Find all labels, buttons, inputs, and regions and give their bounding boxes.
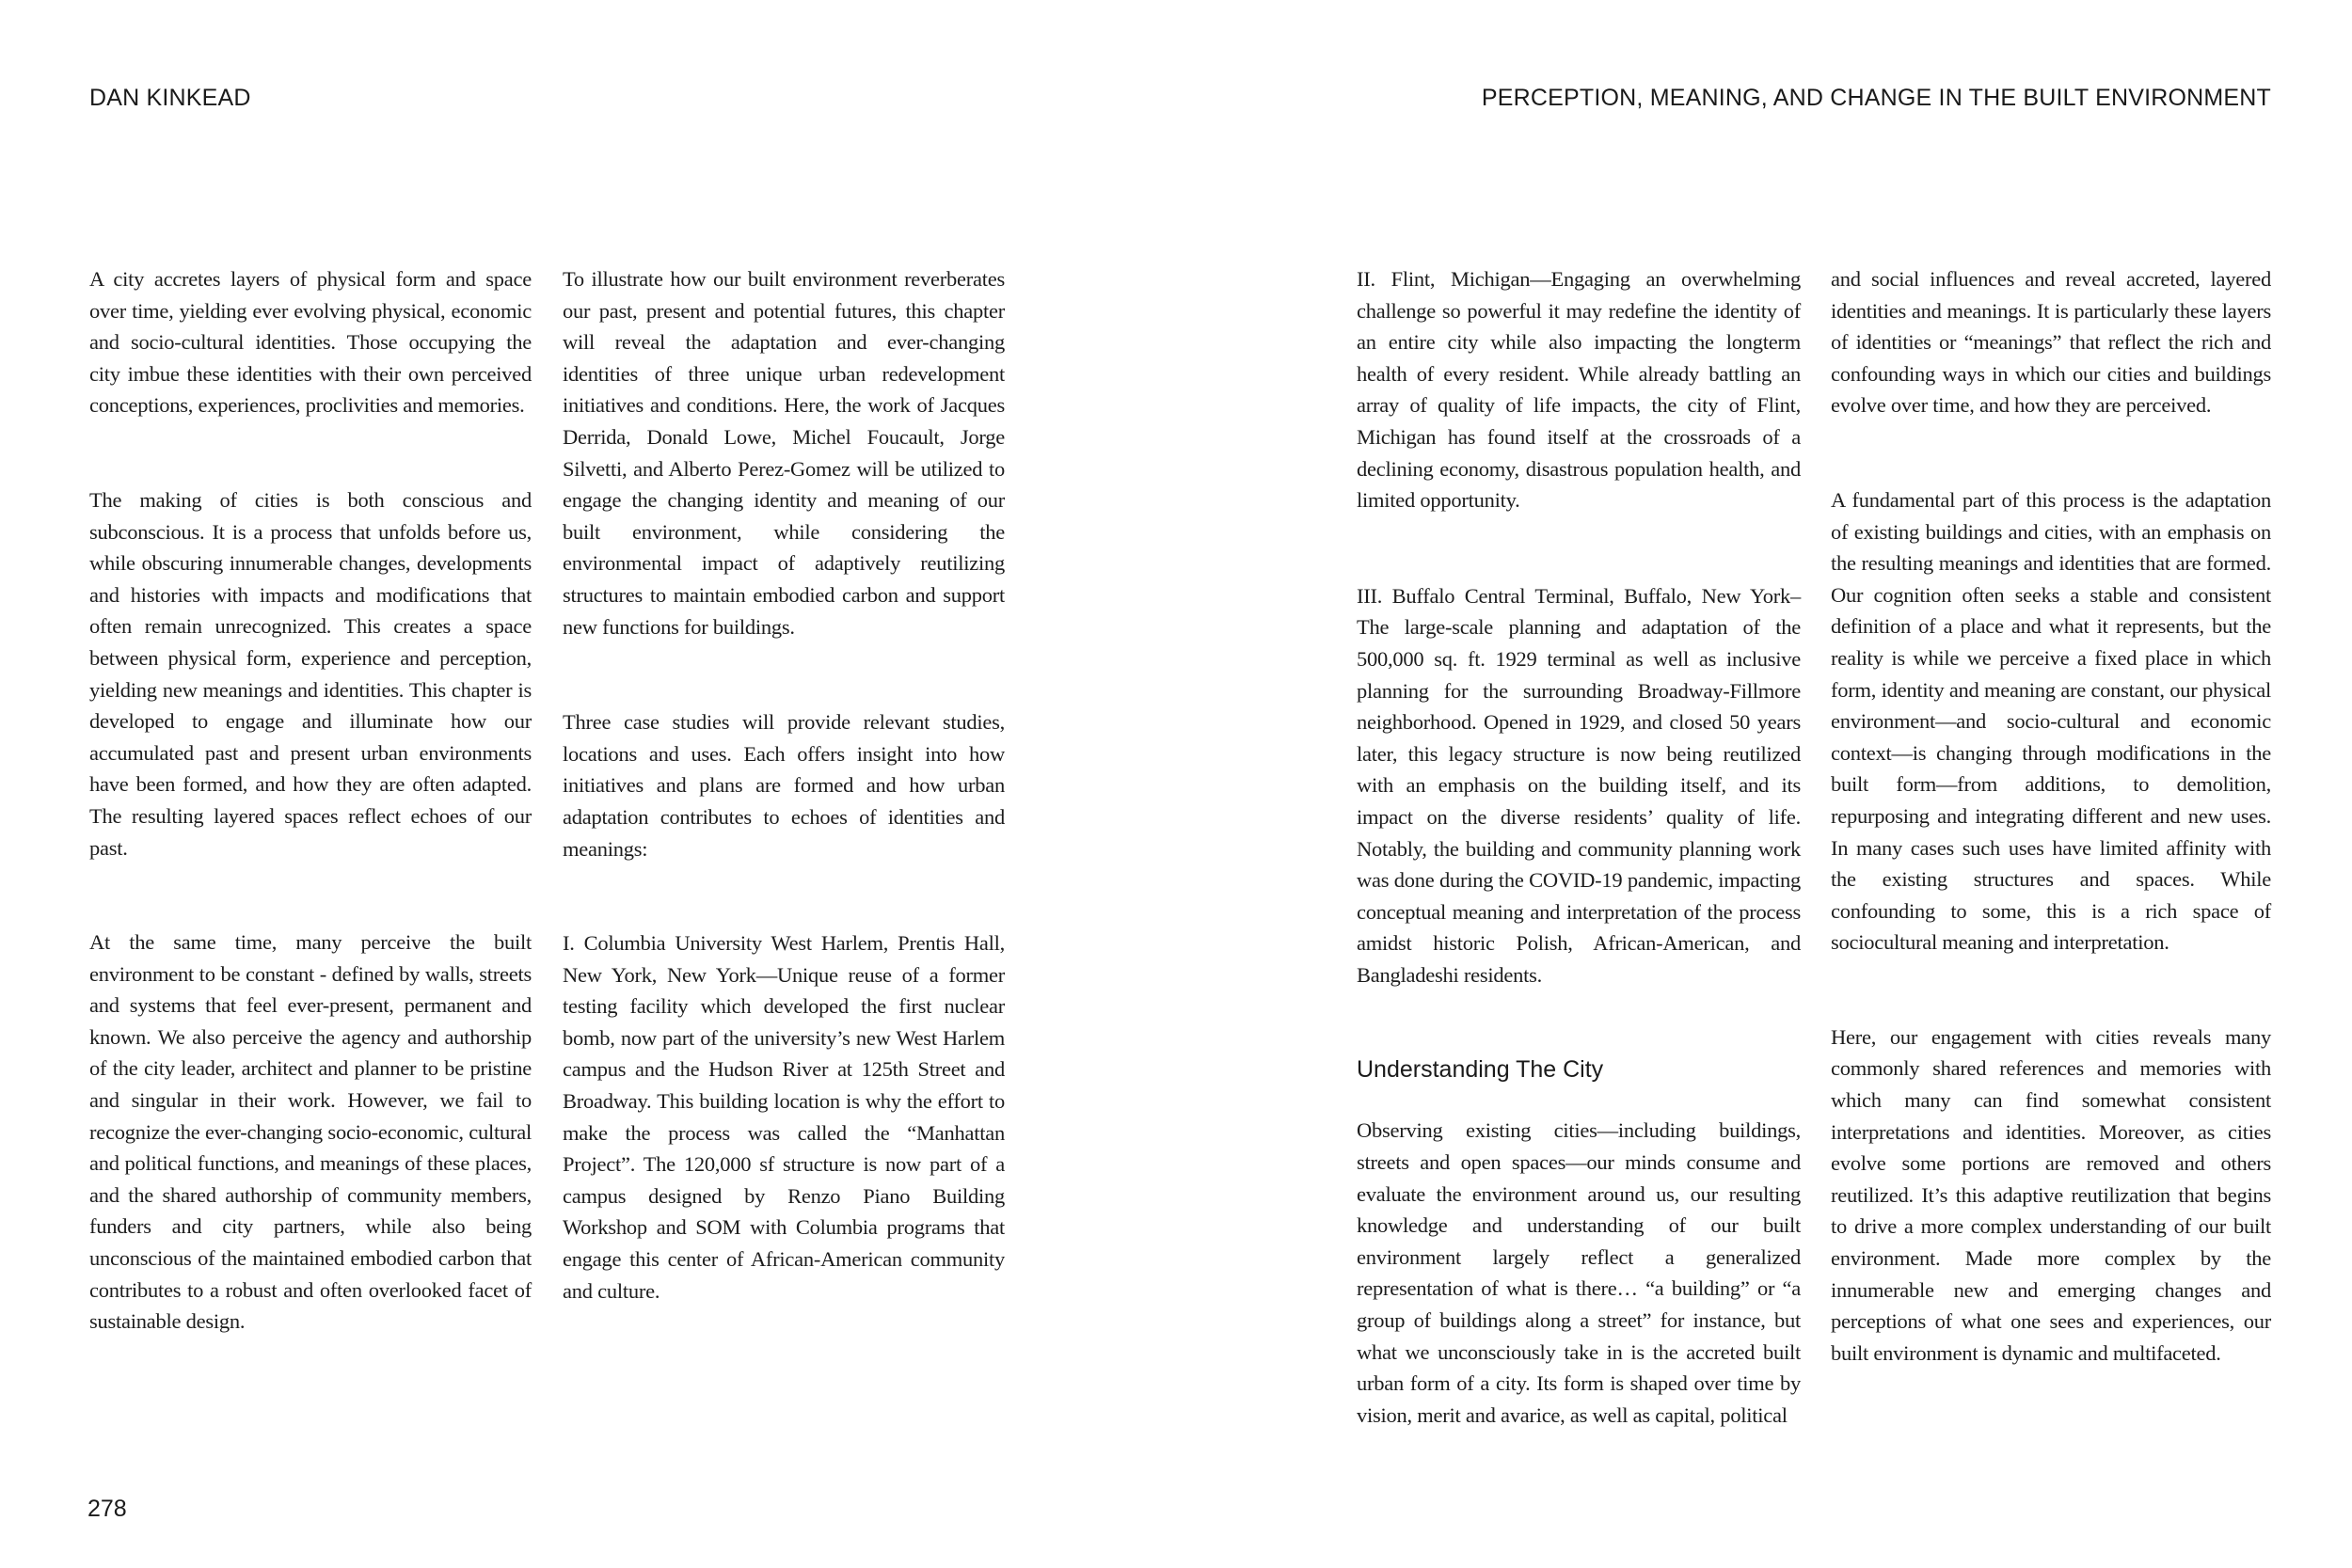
paragraph: To illustrate how our built environment reverberates our past, present and potential futures, this chapter will reveal the adaptation and ever-changing identities of three unique urban redevelopment initiatives and conditions. Here, the work of Jacques Derrida, Donald Lowe, Michel Foucault, Jorge Silvetti, and Alberto Perez-Gomez will be utilized to engage the changing identity and meaning of our built environment, while considering the environmental impact of adaptively reutilizing structures to maintain embodied carbon and support new functions for buildings. [563,267,1005,639]
case-study-paragraph: II. Flint, Michigan—Engaging an overwhelming challenge so powerful it may redefine the identity of an entire city while also impacting the longterm health of every resident. While already battling an array of quality of life impacts, the city of Flint, Michigan has found itself at the crossroads of a declining economy, disastrous population health, and limited opportunity. [1357,267,1801,513]
case-study-paragraph: I. Columbia University West Harlem, Prentis Hall, New York, New York—Unique reuse of a former testing facility which developed the first nuclear bomb, now part of the university’s new West Harlem campus and the Hudson River at 125th Street and Broadway. This building location is why the effort to make the process was called the “Manhattan Project”. The 120,000 sf structure is now part of a campus designed by Renzo Piano Building Workshop and SOM with Columbia programs that engage this center of African-American community and culture. [563,931,1005,1303]
paragraph: Here, our engagement with cities reveals many commonly shared references and memories with which many can find somewhat consistent interpretations and identities. Moreover, as cities evolve some portions are removed and others reutilized. It’s this adaptive reutilization that begins to drive a more complex understanding of our built environment. Made more complex by the innumerable new and emerging changes and perceptions of what one sees and experiences, our built environment is dynamic and multifaceted. [1831,1024,2271,1365]
paragraph: Three case studies will provide relevant studies, locations and uses. Each offers insight into how initiatives and plans are formed and how urban adaptation contributes to echoes of identities and meanings: [563,710,1005,861]
case-study-paragraph: III. Buffalo Central Terminal, Buffalo, New York–The large-scale planning and adaptation of the 500,000 sq. ft. 1929 terminal as well as inclusive planning for the surrounding Broadway-Fillmore neighborhood. Opened in 1929, and closed 50 years later, this legacy structure is now being reutilized with an emphasis on the building itself, and its impact on the diverse residents’ quality of life. Notably, the building and community planning work was done during the COVID-19 pandemic, impacting conceptual meaning and interpretation of the process amidst historic Polish, African-American, and Bangladeshi residents. [1357,583,1801,987]
paragraph: A fundamental part of this process is the adaptation of existing buildings and cities, with an emphasis on the resulting meanings and identities that are formed. Our cognition often seeks a stable and consistent definition of a place and what it represents, but the reality is while we perceive a fixed place in which form, identity and meaning are constant, our physical environment—and socio-cultural and economic context—is changing through modifications in the built form—from additions, to demolition, repurposing and integrating different and new uses. In many cases such uses have limited affinity with the existing structures and spaces. While confounding to some, this is a rich space of sociocultural meaning and interpretation. [1831,487,2271,955]
running-head-title: PERCEPTION, MEANING, AND CHANGE IN THE BUILT ENVIRONMENT [1481,85,2271,111]
running-head-author: DAN KINKEAD [89,85,251,111]
right-page-column-2 [1831,263,2271,1369]
left-page-column-2 [563,263,1005,1307]
paragraph: Observing existing cities—including buildings, streets and open spaces—our minds consume and evaluate the environment around us, our resulting knowledge and understanding of our built environment largely reflect a generalized representation of what is there… “a building” or “a group of buildings along a street” for instance, but what we unconsciously take in is the accreted built urban form of a city. Its form is shaped over time by vision, merit and avarice, as well as capital, political [1357,1118,1801,1427]
left-page-column-1 [89,263,532,1338]
section-heading: Understanding The City [1357,1056,1604,1084]
paragraph: At the same time, many perceive the built environment to be constant - defined by walls, streets and systems that feel ever-present, permanent and known. We also perceive the agency and authorship of the city leader, architect and planner to be pristine and singular in their work. However, we fail to recognize the ever-changing socio-economic, cultural and political functions, and meanings of these places, and the shared authorship of community members, funders and city partners, while also being unconscious of the maintained embodied carbon that contributes to a robust and often overlooked facet of sustainable design. [89,930,532,1334]
paragraph: A city accretes layers of physical form and space over time, yielding ever evolving physical, economic and socio-cultural identities. Those occupying the city imbue these identities with their own perceived conceptions, experiences, proclivities and memories. [89,267,532,418]
paragraph: The making of cities is both conscious and subconscious. It is a process that unfolds before us, while obscuring innumerable changes, developments and histories with impacts and modifications that often remain unrecognized. This creates a space between physical form, experience and perception, yielding new meanings and identities. This chapter is developed to engage and illuminate how our accumulated past and present urban environments have been formed, and how they are often adapted. The resulting layered spaces reflect echoes of our past. [89,487,532,860]
page-number: 278 [87,1496,127,1522]
right-page-column-1 [1357,263,1801,1431]
paragraph: and social influences and reveal accreted, layered identities and meanings. It is particularly these layers of identities or “meanings” that reflect the rich and confounding ways in which our cities and buildings evolve over time, and how they are perceived. [1831,267,2271,418]
